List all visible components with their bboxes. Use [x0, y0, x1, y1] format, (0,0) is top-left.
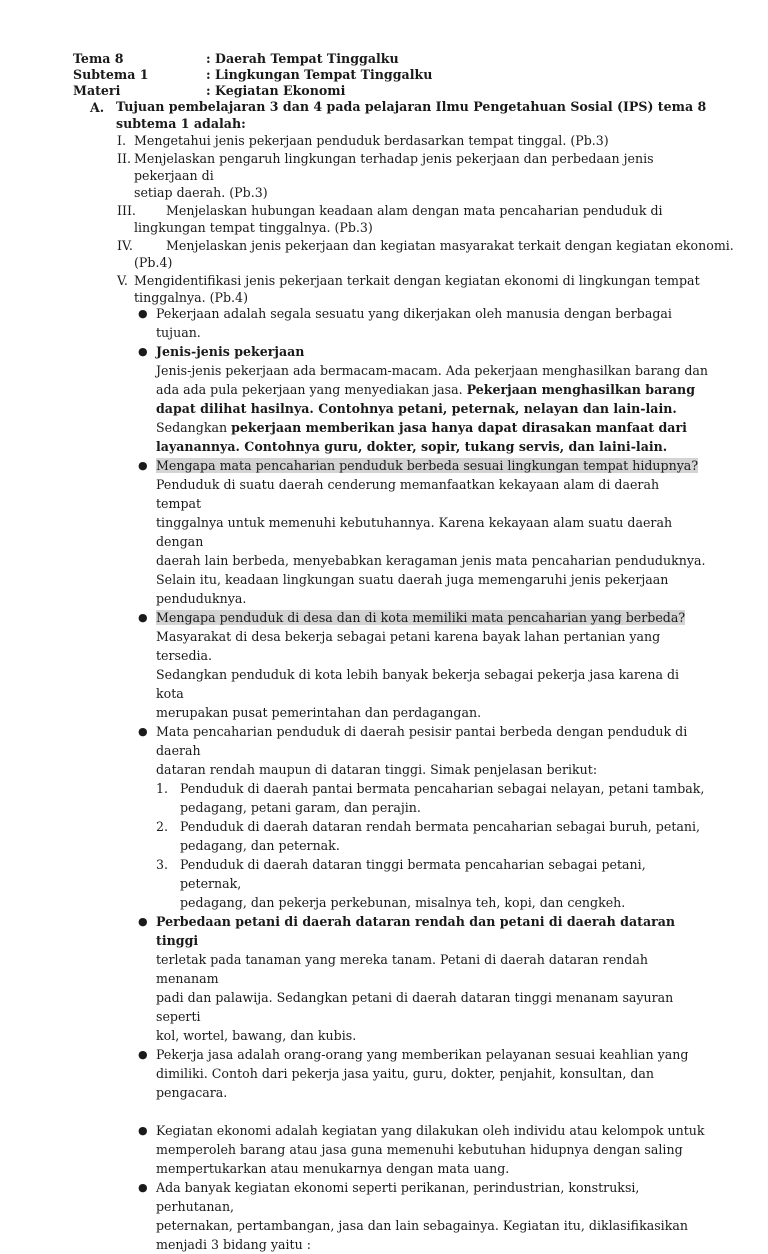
goal-item [117, 202, 707, 236]
goal-item [117, 237, 734, 271]
bullet-icon: ● [138, 725, 148, 738]
goal-item [117, 132, 707, 149]
section-heading-line: subtema 1 adalah: [116, 116, 246, 131]
section-a-heading [90, 98, 710, 132]
bullet-text: Masyarakat di desa bekerja sebagai petani karena bayak lahan pertanian yang tersedia. [156, 629, 661, 663]
goal-text: tinggalnya. (Pb.4) [134, 290, 248, 305]
goal-number: IV. [117, 238, 133, 253]
numbered-item [156, 817, 708, 855]
bullet-icon: ● [138, 307, 148, 320]
item-number: 3. [156, 857, 169, 872]
bullet-icon: ● [138, 1124, 148, 1137]
item-text: pedagang, petani garam, dan perajin. [180, 800, 421, 815]
bullet-text: penduduknya. [156, 591, 247, 606]
learning-goals-list [117, 132, 734, 307]
bullet-text: Pekerja jasa adalah orang-orang yang memberikan pelayanan sesuai keahlian yang [156, 1047, 689, 1062]
bullet-icon: ● [138, 1181, 148, 1194]
goal-text: Mengidentifikasi jenis pekerjaan terkait dengan kegiatan ekonomi di lingkungan tempat [134, 273, 700, 288]
item-text: Penduduk di daerah pantai bermata pencaharian sebagai nelayan, petani tambak, [180, 781, 705, 796]
numbered-item [156, 855, 708, 912]
header-value: : Daerah Tempat Tinggalku [206, 51, 399, 66]
bullet-title: Perbedaan petani di daerah dataran rendah dan petani di daerah dataran tinggi [156, 914, 676, 948]
bullet-bold-text: layanannya. Contohnya guru, dokter, sopir, tukang servis, dan laini-lain. [156, 439, 668, 454]
goal-number: III. [117, 203, 136, 218]
bullet-icon: ● [138, 611, 148, 624]
header-key: Tema 8 [73, 51, 124, 66]
header-row-tema [73, 51, 713, 67]
bullet-text: Jenis-jenis pekerjaan ada bermacam-macam. Ada pekerjaan menghasilkan barang dan [156, 363, 708, 378]
bullet-text: daerah lain berbeda, menyebabkan keragaman jenis mata pencaharian penduduknya. [156, 553, 706, 568]
bullet-text: Kegiatan ekonomi adalah kegiatan yang dilakukan oleh individu atau kelompok untuk [156, 1123, 705, 1138]
header-key: Subtema 1 [73, 67, 149, 82]
bullet-text: Sedangkan [156, 420, 232, 435]
spacer [138, 1102, 708, 1121]
bullet-bold-text: Pekerjaan menghasilkan barang [466, 382, 696, 397]
bullet-item [138, 1045, 708, 1102]
bullet-text: mempertukarkan atau menukarnya dengan mata uang. [156, 1161, 510, 1176]
header-row-materi [73, 83, 713, 99]
bullet-icon: ● [138, 459, 148, 472]
item-text: pedagang, dan peternak. [180, 838, 340, 853]
item-text: Penduduk di daerah dataran rendah bermata pencaharian sebagai buruh, petani, [180, 819, 701, 834]
bullet-text: Mata pencaharian penduduk di daerah pesisir pantai berbeda dengan penduduk di daerah [156, 724, 688, 758]
section-heading-line: Tujuan pembelajaran 3 dan 4 pada pelajaran Ilmu Pengetahuan Sosial (IPS) tema 8 [116, 99, 707, 114]
header-row-subtema [73, 67, 713, 83]
document-header [73, 51, 713, 99]
bullet-text: dimiliki. Contoh dari pekerja jasa yaitu, guru, dokter, penjahit, konsultan, dan pengacara. [156, 1066, 655, 1100]
goal-text: (Pb.4) [134, 255, 173, 270]
bullet-item [138, 722, 708, 912]
goal-item [117, 150, 707, 201]
bullet-text: terletak pada tanaman yang mereka tanam. Petani di daerah dataran rendah menanam [156, 952, 648, 986]
goal-number: I. [117, 133, 126, 148]
highlighted-question: Mengapa mata pencaharian penduduk berbeda sesuai lingkungan tempat hidupnya? [156, 458, 699, 473]
item-text: pedagang, dan pekerja perkebunan, misalnya teh, kopi, dan cengkeh. [180, 895, 626, 910]
bullet-text: kol, wortel, bawang, dan kubis. [156, 1028, 357, 1043]
section-number: A. [90, 100, 105, 115]
bullet-text: merupakan pusat pemerintahan dan perdagangan. [156, 705, 482, 720]
header-value: : Kegiatan Ekonomi [206, 83, 346, 98]
bullet-text: Ada banyak kegiatan ekonomi seperti perikanan, perindustrian, konstruksi, perhutanan, [156, 1180, 640, 1214]
bullet-text: Selain itu, keadaan lingkungan suatu daerah juga memengaruhi jenis pekerjaan [156, 572, 669, 587]
bullet-text: memperoleh barang atau jasa guna memenuhi kebutuhan hidupnya dengan saling [156, 1142, 683, 1157]
bullet-text: peternakan, pertambangan, jasa dan lain sebagainya. Kegiatan itu, diklasifikasikan [156, 1218, 688, 1233]
goal-text: Menjelaskan pengaruh lingkungan terhadap jenis pekerjaan dan perbedaan jenis pekerjaan di [134, 151, 654, 183]
bullet-title: Jenis-jenis pekerjaan [156, 344, 305, 359]
bullet-text: ada ada pula pekerjaan yang menyediakan jasa. [156, 382, 467, 397]
bullet-icon: ● [138, 1048, 148, 1061]
bullet-text: Pekerjaan adalah segala sesuatu yang dikerjakan oleh manusia dengan berbagai tujuan. [156, 306, 672, 340]
item-number: 1. [156, 781, 169, 796]
bullet-text: Sedangkan penduduk di kota lebih banyak bekerja sebagai pekerja jasa karena di kota [156, 667, 680, 701]
goal-item [117, 272, 707, 306]
goal-text: setiap daerah. (Pb.3) [134, 185, 268, 200]
bullet-item [138, 456, 708, 608]
bullet-item [138, 912, 708, 1045]
bullet-text: dataran rendah maupun di dataran tinggi. Simak penjelasan berikut: [156, 762, 598, 777]
bullet-bold-text: dapat dilihat hasilnya. Contohnya petani, peternak, nelayan dan lain-lain. [156, 401, 677, 416]
goal-text: lingkungan tempat tinggalnya. (Pb.3) [134, 220, 373, 235]
bullet-text: menjadi 3 bidang yaitu : [156, 1237, 311, 1252]
goal-number: II. [117, 151, 131, 166]
numbered-item [156, 779, 708, 817]
item-number: 2. [156, 819, 169, 834]
bullet-text: padi dan palawija. Sedangkan petani di daerah dataran tinggi menanam sayuran seperti [156, 990, 674, 1024]
goal-text: Menjelaskan hubungan keadaan alam dengan mata pencaharian penduduk di [134, 203, 663, 218]
bullet-item [138, 608, 708, 722]
item-text: Penduduk di daerah dataran tinggi bermata pencaharian sebagai petani, peternak, [180, 857, 646, 891]
header-key: Materi [73, 83, 121, 98]
bullet-text: Penduduk di suatu daerah cenderung memanfaatkan kekayaan alam di daerah tempat [156, 477, 660, 511]
bullet-item [138, 1178, 708, 1254]
bullet-text: tinggalnya untuk memenuhi kebutuhannya. Karena kekayaan alam suatu daerah dengan [156, 515, 673, 549]
bullet-bold-text: pekerjaan memberikan jasa hanya dapat dirasakan manfaat dari [231, 420, 687, 435]
goal-number: V. [117, 273, 128, 288]
highlighted-question: Mengapa penduduk di desa dan di kota memiliki mata pencaharian yang berbeda? [156, 610, 686, 625]
goal-text: Menjelaskan jenis pekerjaan dan kegiatan masyarakat terkait dengan kegiatan ekonomi. [134, 238, 734, 253]
bullet-item [138, 1121, 708, 1178]
goal-text: Mengetahui jenis pekerjaan penduduk berdasarkan tempat tinggal. (Pb.3) [134, 133, 609, 148]
header-value: : Lingkungan Tempat Tinggalku [206, 67, 433, 82]
bullet-item [138, 304, 708, 342]
bullet-icon: ● [138, 345, 148, 358]
bullet-list [138, 304, 708, 1254]
bullet-item [138, 342, 708, 456]
bullet-icon: ● [138, 915, 148, 928]
